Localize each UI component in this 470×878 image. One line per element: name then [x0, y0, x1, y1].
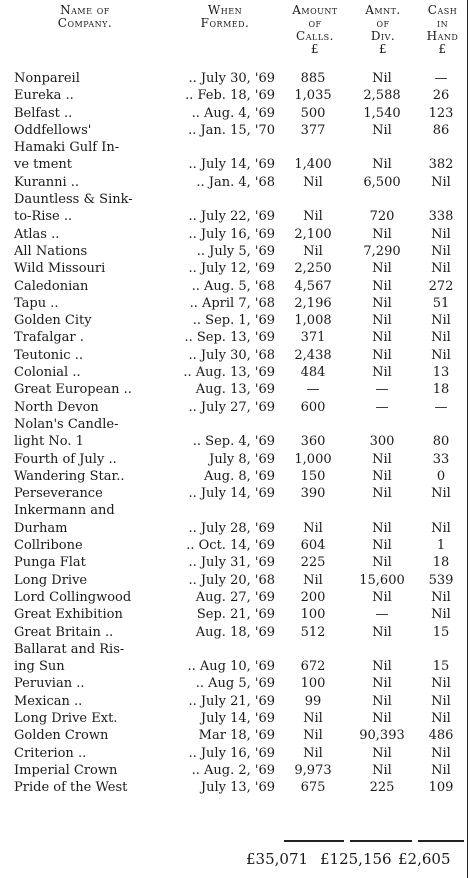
company-name: Punga Flat — [14, 555, 86, 571]
table-row — [0, 243, 470, 260]
table-row — [0, 329, 470, 346]
calls-amount: Nil — [303, 174, 323, 190]
cash-in-hand: 0 — [436, 468, 446, 484]
table-row — [0, 572, 470, 589]
table-row — [0, 520, 470, 537]
calls-amount: Nil — [303, 209, 323, 225]
calls-amount: 360 — [300, 434, 326, 450]
company-name: Pride of the West — [14, 780, 128, 796]
cash-in-hand: 486 — [428, 728, 454, 744]
total-rule-cash — [418, 840, 464, 842]
calls-amount: — — [306, 382, 320, 398]
dividend-amount: Nil — [372, 278, 392, 294]
calls-amount: 672 — [300, 659, 326, 675]
company-name: Golden Crown — [14, 728, 109, 744]
company-name: Criterion .. — [14, 745, 87, 761]
company-name: Mexican .. — [14, 693, 83, 709]
calls-amount: 99 — [304, 693, 322, 709]
calls-amount: 1,035 — [294, 88, 332, 104]
calls-amount: Nil — [303, 520, 323, 536]
table-body — [0, 70, 470, 796]
header-line: Div. — [370, 29, 396, 43]
calls-amount: 675 — [300, 780, 326, 796]
date-formed: Mar 18, '69 — [198, 728, 275, 744]
date-formed: Aug. 13, '69 — [195, 382, 275, 398]
company-name: ve tment — [14, 157, 73, 173]
table-row — [0, 727, 470, 744]
header-line: Cash — [427, 3, 458, 17]
cash-in-hand: 123 — [428, 105, 454, 121]
company-name: Long Drive — [14, 572, 88, 588]
dividend-amount: Nil — [372, 330, 392, 346]
date-formed: Sep. 21, '69 — [196, 607, 275, 623]
cash-in-hand: Nil — [431, 710, 451, 726]
cash-in-hand: 80 — [432, 434, 450, 450]
date-formed: .. July 22, '69 — [188, 209, 275, 225]
total-dividends: £125,156 — [320, 850, 392, 868]
cash-in-hand: 15 — [432, 659, 450, 675]
company-name: Imperial Crown — [14, 762, 118, 778]
table-row — [0, 416, 470, 433]
date-formed: .. April 7, '68 — [189, 295, 275, 311]
calls-amount: 2,196 — [294, 295, 332, 311]
table-row — [0, 554, 470, 571]
company-name: Nonpareil — [14, 71, 80, 86]
cash-in-hand: Nil — [431, 243, 451, 259]
cash-in-hand: Nil — [431, 676, 451, 692]
dividend-amount: 90,393 — [359, 728, 405, 744]
company-name: Collribone — [14, 538, 83, 554]
calls-amount: Nil — [303, 728, 323, 744]
cash-in-hand: Nil — [431, 589, 451, 605]
dividend-amount: Nil — [372, 693, 392, 709]
dividend-amount: Nil — [372, 676, 392, 692]
company-name: Inkermann and — [14, 503, 115, 519]
company-name: Hamaki Gulf In- — [14, 140, 120, 156]
dividend-amount: 6,500 — [363, 174, 401, 190]
table-row — [0, 658, 470, 675]
dividend-amount: Nil — [372, 347, 392, 363]
cash-in-hand: — — [434, 399, 448, 415]
total-rule-calls — [284, 840, 344, 842]
company-name: North Devon — [14, 399, 99, 415]
date-formed: .. Sep. 13, '69 — [184, 330, 275, 346]
cash-in-hand: Nil — [431, 313, 451, 329]
cash-in-hand: — — [434, 71, 448, 86]
date-formed: .. July 28, '69 — [188, 520, 275, 536]
dividend-amount: Nil — [372, 486, 392, 502]
date-formed: .. Sep. 4, '69 — [192, 434, 275, 450]
table-row — [0, 710, 470, 727]
header-line: Amnt. — [365, 3, 401, 17]
dividend-amount: 7,290 — [363, 243, 401, 259]
dividend-amount: 300 — [369, 434, 395, 450]
header-when-formed — [170, 4, 280, 30]
table-row — [0, 502, 470, 519]
table-row — [0, 381, 470, 398]
date-formed: .. July 16, '69 — [188, 226, 275, 242]
company-name: Wild Missouri — [14, 261, 106, 277]
company-name: Great Exhibition — [14, 607, 123, 623]
date-formed: .. July 5, '69 — [196, 243, 275, 259]
cash-in-hand: Nil — [431, 607, 451, 623]
company-name: Eureka .. — [14, 88, 74, 104]
calls-amount: 484 — [300, 365, 326, 381]
calls-amount: 600 — [300, 399, 326, 415]
company-name: Teutonic .. — [14, 347, 83, 363]
table-row — [0, 260, 470, 277]
table-row — [0, 87, 470, 104]
date-formed: .. Aug 5, '69 — [195, 676, 275, 692]
company-name: Golden City — [14, 313, 92, 329]
header-line: £ — [310, 42, 320, 56]
dividend-amount: 720 — [369, 209, 395, 225]
date-formed: .. Oct. 14, '69 — [186, 538, 275, 554]
cash-in-hand: 26 — [432, 88, 450, 104]
table-row — [0, 156, 470, 173]
cash-in-hand: 382 — [428, 157, 454, 173]
calls-amount: 2,438 — [294, 347, 332, 363]
table-row — [0, 693, 470, 710]
date-formed: .. Sep. 1, '69 — [192, 313, 275, 329]
dividend-amount: Nil — [372, 710, 392, 726]
cash-in-hand: Nil — [431, 762, 451, 778]
calls-amount: 390 — [300, 486, 326, 502]
total-cash: £2,605 — [398, 850, 451, 868]
company-name: Wandering Star.. — [14, 468, 125, 484]
calls-amount: Nil — [303, 572, 323, 588]
date-formed: .. July 12, '69 — [188, 261, 275, 277]
date-formed: July 13, '69 — [200, 780, 275, 796]
cash-in-hand: Nil — [431, 693, 451, 709]
cash-in-hand: Nil — [431, 226, 451, 242]
table-row — [0, 675, 470, 692]
date-formed: .. July 27, '69 — [188, 399, 275, 415]
table-row — [0, 70, 470, 87]
table-row — [0, 295, 470, 312]
table-row — [0, 485, 470, 502]
dividend-amount: Nil — [372, 157, 392, 173]
header-line: Company. — [57, 16, 113, 30]
date-formed: .. July 21, '69 — [188, 693, 275, 709]
total-calls: £35,071 — [246, 850, 309, 868]
cash-in-hand: 272 — [428, 278, 454, 294]
table-row — [0, 312, 470, 329]
dividend-amount: Nil — [372, 589, 392, 605]
calls-amount: 371 — [300, 330, 326, 346]
table-row — [0, 468, 470, 485]
date-formed: .. July 14, '69 — [188, 157, 275, 173]
table-row — [0, 139, 470, 156]
header-amount-of-dividend — [352, 4, 414, 56]
dividend-amount: Nil — [372, 538, 392, 554]
company-name: Kuranni .. — [14, 174, 80, 190]
table-row — [0, 191, 470, 208]
table-row — [0, 762, 470, 779]
cash-in-hand: Nil — [431, 330, 451, 346]
table-row — [0, 589, 470, 606]
calls-amount: 100 — [300, 676, 326, 692]
calls-amount: 150 — [300, 468, 326, 484]
calls-amount: 2,100 — [294, 226, 332, 242]
header-line: Hand — [426, 29, 459, 43]
company-name: Oddfellows' — [14, 122, 92, 138]
calls-amount: 1,000 — [294, 451, 332, 467]
header-line: Calls. — [296, 29, 334, 43]
header-line: When — [207, 3, 243, 17]
calls-amount: Nil — [303, 710, 323, 726]
calls-amount: 4,567 — [294, 278, 332, 294]
cash-in-hand: Nil — [431, 486, 451, 502]
date-formed: .. Aug. 5, '68 — [191, 278, 275, 294]
cash-in-hand: 33 — [432, 451, 450, 467]
dividend-amount: Nil — [372, 762, 392, 778]
table-row — [0, 278, 470, 295]
table-row — [0, 745, 470, 762]
dividend-amount: Nil — [372, 745, 392, 761]
dividend-amount: Nil — [372, 71, 392, 86]
company-name: All Nations — [14, 243, 88, 259]
company-name: ing Sun — [14, 659, 65, 675]
calls-amount: Nil — [303, 243, 323, 259]
date-formed: .. July 31, '69 — [188, 555, 275, 571]
calls-amount: 604 — [300, 538, 326, 554]
date-formed: Aug. 8, '69 — [204, 468, 275, 484]
date-formed: .. Jan. 15, '70 — [188, 122, 275, 138]
table-row — [0, 624, 470, 641]
calls-amount: 512 — [300, 624, 326, 640]
company-name: Great European .. — [14, 382, 132, 398]
totals-row — [0, 850, 470, 872]
cash-in-hand: 13 — [432, 365, 450, 381]
dividend-amount: Nil — [372, 468, 392, 484]
table-row — [0, 606, 470, 623]
dividend-amount: Nil — [372, 226, 392, 242]
cash-in-hand: 18 — [432, 555, 450, 571]
calls-amount: 2,250 — [294, 261, 332, 277]
date-formed: .. Aug. 13, '69 — [183, 365, 275, 381]
table-row — [0, 779, 470, 796]
cash-in-hand: 51 — [432, 295, 450, 311]
company-name: Belfast .. — [14, 105, 73, 121]
date-formed: .. Jan. 4, '68 — [196, 174, 275, 190]
dividend-amount: Nil — [372, 520, 392, 536]
table-row — [0, 399, 470, 416]
header-line: Name of — [60, 3, 110, 17]
dividend-amount: 15,600 — [359, 572, 405, 588]
dividend-amount: Nil — [372, 451, 392, 467]
company-name: Colonial .. — [14, 365, 81, 381]
calls-amount: 1,008 — [294, 313, 332, 329]
calls-amount: 885 — [300, 71, 326, 86]
table-row — [0, 122, 470, 139]
company-name: Long Drive Ext. — [14, 710, 118, 726]
company-name: Lord Collingwood — [14, 589, 132, 605]
dividend-amount: Nil — [372, 365, 392, 381]
header-name-of-company — [10, 4, 160, 30]
header-line: of — [308, 16, 322, 30]
cash-in-hand: 15 — [432, 624, 450, 640]
table-row — [0, 105, 470, 122]
company-name: Ballarat and Ris- — [14, 641, 125, 657]
header-line: Amount — [292, 3, 338, 17]
calls-amount: 9,973 — [294, 762, 332, 778]
dividend-amount: Nil — [372, 122, 392, 138]
cash-in-hand: 86 — [432, 122, 450, 138]
company-name: Trafalgar . — [14, 330, 84, 346]
cash-in-hand: 338 — [428, 209, 454, 225]
calls-amount: 377 — [300, 122, 326, 138]
dividend-amount: 1,540 — [363, 105, 401, 121]
table-row — [0, 208, 470, 225]
date-formed: July 8, '69 — [209, 451, 275, 467]
company-name: Durham — [14, 520, 68, 536]
date-formed: .. July 16, '69 — [188, 745, 275, 761]
company-name: Tapu .. — [14, 295, 59, 311]
table-row — [0, 433, 470, 450]
date-formed: .. Aug. 2, '69 — [191, 762, 275, 778]
header-line: £ — [378, 42, 388, 56]
date-formed: .. July 14, '69 — [188, 486, 275, 502]
cash-in-hand: Nil — [431, 174, 451, 190]
table-row — [0, 226, 470, 243]
company-name: Atlas .. — [14, 226, 60, 242]
calls-amount: Nil — [303, 745, 323, 761]
dividend-amount: — — [375, 382, 389, 398]
date-formed: Aug. 27, '69 — [195, 589, 275, 605]
company-name: Peruvian .. — [14, 676, 85, 692]
company-name: to-Rise .. — [14, 209, 73, 225]
date-formed: .. July 30, '68 — [188, 347, 275, 363]
dividend-amount: Nil — [372, 659, 392, 675]
cash-in-hand: Nil — [431, 520, 451, 536]
header-amount-of-calls — [280, 4, 350, 56]
calls-amount: 100 — [300, 607, 326, 623]
table-row — [0, 641, 470, 658]
cash-in-hand: Nil — [431, 745, 451, 761]
dividend-amount: — — [375, 607, 389, 623]
cash-in-hand: 18 — [432, 382, 450, 398]
company-name: Perseverance — [14, 486, 103, 502]
dividend-amount: 2,588 — [363, 88, 401, 104]
company-name: Fourth of July .. — [14, 451, 117, 467]
calls-amount: 200 — [300, 589, 326, 605]
company-name: Dauntless & Sink- — [14, 192, 133, 208]
date-formed: .. Aug. 4, '69 — [191, 105, 275, 121]
calls-amount: 1,400 — [294, 157, 332, 173]
company-name: light No. 1 — [14, 434, 84, 450]
dividend-amount: — — [375, 399, 389, 415]
header-line: in — [436, 16, 449, 30]
company-name: Nolan's Candle- — [14, 416, 119, 432]
dividend-amount: Nil — [372, 313, 392, 329]
dividend-amount: Nil — [372, 624, 392, 640]
date-formed: .. Feb. 18, '69 — [185, 88, 275, 104]
date-formed: .. Aug 10, '69 — [187, 659, 275, 675]
date-formed: .. July 20, '68 — [188, 572, 275, 588]
total-rule-div — [350, 840, 412, 842]
table-row — [0, 174, 470, 191]
header-line: Formed. — [200, 16, 250, 30]
cash-in-hand: Nil — [431, 261, 451, 277]
cash-in-hand: 1 — [436, 538, 446, 554]
table-row — [0, 451, 470, 468]
dividend-amount: Nil — [372, 555, 392, 571]
calls-amount: 225 — [300, 555, 326, 571]
date-formed: .. July 30, '69 — [188, 71, 275, 86]
header-cash-in-hand — [415, 4, 470, 56]
dividend-amount: 225 — [369, 780, 395, 796]
cash-in-hand: 539 — [428, 572, 454, 588]
date-formed: July 14, '69 — [200, 710, 275, 726]
table-row — [0, 537, 470, 554]
company-name: Caledonian — [14, 278, 89, 294]
dividend-amount: Nil — [372, 261, 392, 277]
date-formed: Aug. 18, '69 — [195, 624, 275, 640]
header-line: of — [376, 16, 390, 30]
cash-in-hand: 109 — [428, 780, 454, 796]
table-row — [0, 347, 470, 364]
calls-amount: 500 — [300, 105, 326, 121]
table-row — [0, 364, 470, 381]
company-name: Great Britain .. — [14, 624, 114, 640]
dividend-amount: Nil — [372, 295, 392, 311]
header-line: £ — [438, 42, 447, 56]
cash-in-hand: Nil — [431, 347, 451, 363]
